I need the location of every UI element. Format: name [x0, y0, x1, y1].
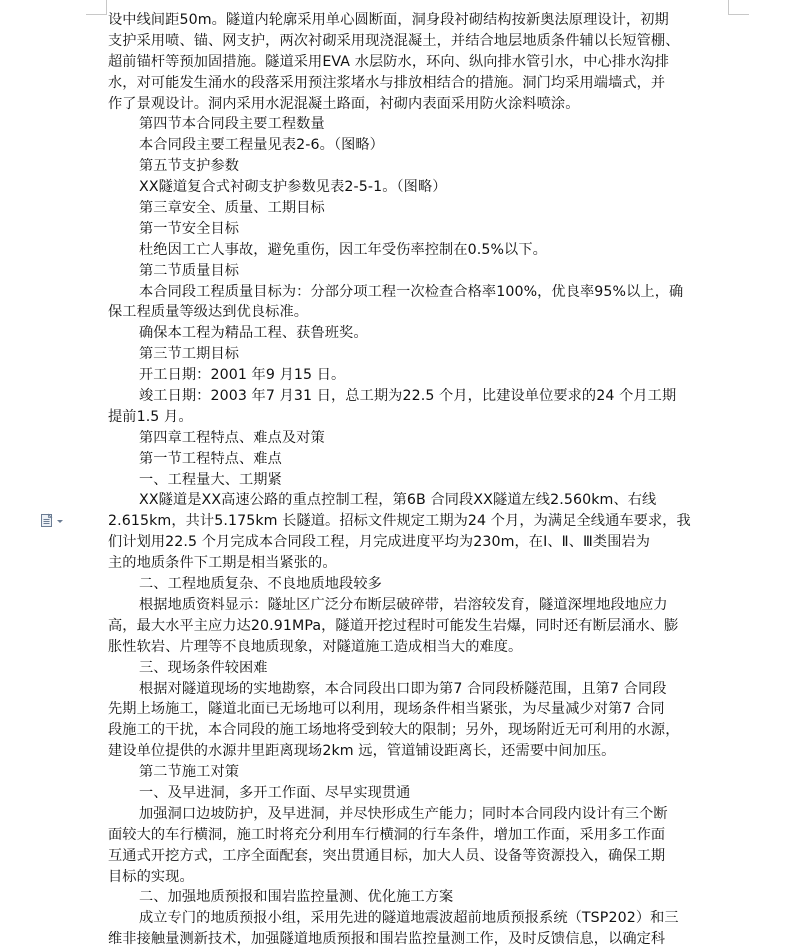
- text-line: 支护采用喷、锚、网支护，两次衬砌采用现浇混凝土，并结合地层地质条件辅以长短管棚、: [108, 32, 680, 49]
- text-line: 成立专门的地质预报小组，采用先进的隧道地震波超前地质预报系统（TSP202）和三: [139, 910, 679, 927]
- text-line: 2.615km，共计5.175km 长隧道。招标文件规定工期为24 个月，为满足全线通车要求，我: [108, 513, 691, 530]
- text-line: 维非接触量测新技术，加强隧道地质预报和围岩监控量测工作，及时反馈信息，以确定科: [108, 931, 666, 948]
- text-line: 第三节工期目标: [139, 346, 240, 363]
- text-line: 第四节本合同段主要工程数量: [139, 116, 325, 133]
- document-options-icon: [40, 513, 68, 529]
- text-line: 根据地质资料显示：隧址区广泛分布断层破碎带，岩溶较发育，隧道深埋地段地应力: [139, 596, 668, 613]
- text-line: 二、工程地质复杂、不良地质地段较多: [139, 576, 382, 593]
- text-line: 第三章安全、质量、工期目标: [139, 200, 325, 217]
- text-line: 面较大的车行横洞，施工时将充分利用车行横洞的行车条件，增加工作面，采用多工作面: [108, 826, 666, 843]
- text-line: 先期上场施工，隧道北面已无场地可以利用，现场条件相当紧张，为尽量减少对第7 合同: [108, 701, 665, 718]
- text-line: 目标的实现。: [108, 868, 194, 885]
- text-line: 第一节工程特点、难点: [139, 450, 282, 467]
- text-line: 杜绝因工亡人事故，避免重伤，因工年受伤率控制在0.5%以下。: [139, 241, 547, 258]
- text-line: 本合同段工程质量目标为：分部分项工程一次检查合格率100%，优良率95%以上，确: [139, 283, 684, 300]
- text-line: 根据对隧道现场的实地勘察，本合同段出口即为第7 合同段桥隧范围，且第7 合同段: [139, 680, 667, 697]
- text-line: 第二节质量目标: [139, 262, 240, 279]
- paragraph-options-icon[interactable]: [40, 513, 68, 529]
- text-line: XX隧道是XX高速公路的重点控制工程，第6B 合同段XX隧道左线2.560km、右线: [139, 492, 657, 509]
- text-line: 一、及早进洞，多开工作面、尽早实现贯通: [139, 784, 411, 801]
- text-line: 本合同段主要工程量见表2-6。（图略）: [139, 137, 384, 154]
- text-line: 超前锚杆等预加固措施。隧道采用EVA 水层防水，环向、纵向排水管引水，中心排水沟排: [108, 53, 670, 70]
- text-line: 第一节安全目标: [139, 220, 240, 237]
- text-line: 高，最大水平主应力达20.91MPa，隧道开挖过程时可能发生岩爆，同时还有断层涌水、膨: [108, 617, 679, 634]
- text-line: 开工日期：2001 年9 月15 日。: [139, 367, 346, 384]
- text-line: 保工程质量等级达到优良标准。: [108, 304, 309, 321]
- text-line: 们计划用22.5 个月完成本合同段工程，月完成进度平均为230m，在Ⅰ、Ⅱ、Ⅲ类围岩为: [108, 534, 651, 551]
- text-line: 加强洞口边坡防护，及早进洞，并尽快形成生产能力；同时本合同段内设计有三个断: [139, 805, 668, 822]
- margin-corner-top-right: [728, 0, 749, 15]
- text-line: 第五节支护参数: [139, 158, 240, 175]
- text-line: 建设单位提供的水源井里距离现场2km 远，管道铺设距离长，还需要中间加压。: [108, 743, 616, 760]
- text-line: 胀性软岩、片理等不良地质现象，对隧道施工造成相当大的难度。: [108, 638, 523, 655]
- text-line: 一、工程量大、工期紧: [139, 471, 282, 488]
- text-line: XX隧道复合式衬砌支护参数见表2-5-1。（图略）: [139, 179, 447, 196]
- text-line: 主的地质条件下工期是相当紧张的。: [108, 555, 337, 572]
- text-line: 设中线间距50m。隧道内轮廓采用单心圆断面，洞身段衬砌结构按新奥法原理设计，初期: [108, 12, 669, 28]
- text-line: 水，对可能发生涌水的段落采用预注浆堵水与排放相结合的措施。洞门均采用端墙式，并: [108, 74, 666, 91]
- text-line: 提前1.5 月。: [108, 408, 193, 425]
- text-line: 第二节施工对策: [139, 764, 240, 781]
- text-line: 互通式开挖方式，工序全面配套，突出贯通目标，加大人员、设备等资源投入，确保工期: [108, 847, 666, 864]
- margin-corner-top-left: [86, 0, 107, 15]
- document-body[interactable]: [108, 10, 728, 950]
- text-line: 二、加强地质预报和围岩监控量测、优化施工方案: [139, 889, 454, 906]
- text-line: 段施工的干扰，本合同段的施工场地将受到较大的限制；另外，现场附近无可利用的水源，: [108, 722, 680, 739]
- text-line: 确保本工程为精品工程、获鲁班奖。: [139, 325, 368, 342]
- text-line: 三、现场条件较困难: [139, 659, 268, 676]
- text-line: 作了景观设计。洞内采用水泥混凝土路面，衬砌内表面采用防火涂料喷涂。: [108, 95, 580, 112]
- text-line: 竣工日期：2003 年7 月31 日，总工期为22.5 个月，比建设单位要求的24 个月工期: [139, 388, 677, 405]
- text-line: 第四章工程特点、难点及对策: [139, 429, 325, 446]
